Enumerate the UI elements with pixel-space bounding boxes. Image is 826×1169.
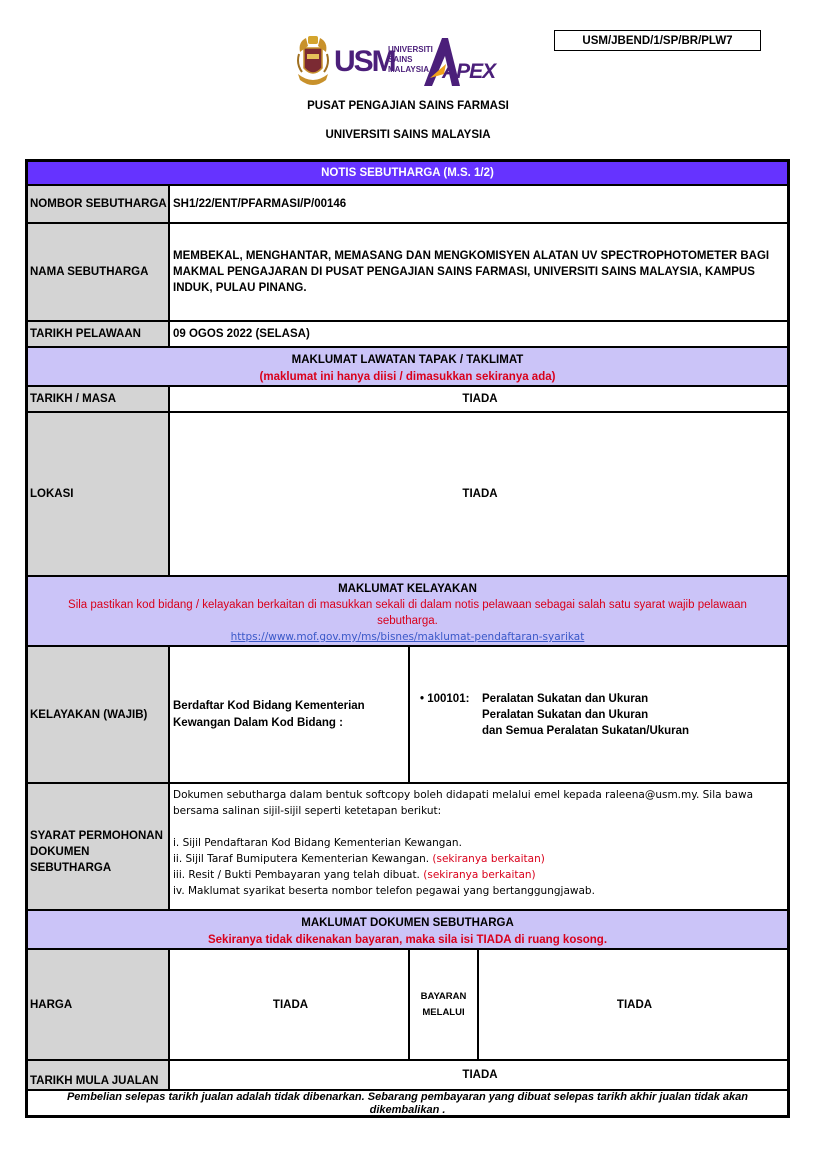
reference-code: USM/JBEND/1/SP/BR/PLW7 [554,30,761,51]
eligibility-title: MAKLUMAT KELAYAKAN [338,583,477,595]
mof-link[interactable]: https://www.mof.gov.my/ms/bisnes/maklumat-pendaftaran-syarikat [230,631,585,643]
number-label: NOMBOR SEBUTHARGA [27,185,169,223]
application-item: i. Sijil Pendaftaran Kod Bidang Kementerian Kewangan. [173,837,462,849]
document-title: MAKLUMAT DOKUMEN SEBUTHARGA [301,917,514,929]
application-item: iii. Resit / Bukti Pembayaran yang telah dibuat. (sekiranya berkaitan) [173,869,536,881]
sale-date-label: TARIKH MULA JUALAN [27,1060,169,1090]
location-label: LOKASI [27,412,169,576]
code-line: dan Semua Peralatan Sukatan/Ukuran [482,724,690,737]
university-name: UNIVERSITI SAINS MALAYSIA [325,129,491,141]
school-name: PUSAT PENGAJIAN SAINS FARMASI [307,100,509,112]
name-label: NAMA SEBUTHARGA [27,223,169,321]
notice-title: NOTIS SEBUTHARGA (M.S. 1/2) [27,161,788,185]
application-content [169,783,788,910]
document-note: Sekiranya tidak dikenakan bayaran, maka sila isi TIADA di ruang kosong. [207,934,608,946]
site-visit-note: (maklumat ini hanya diisi / dimasukkan sekiranya ada) [259,371,556,383]
notice-form [25,159,790,1118]
eligibility-note: Sila pastikan kod bidang / kelayakan berkaitan di masukkan sekali di dalam notis pelawaan sebagai salah satu syarat wajib pelawaan sebutharga. [68,599,747,627]
application-label: SYARAT PERMOHONAN DOKUMEN SEBUTHARGA [27,783,169,910]
apex-logo-text: APEX [442,60,496,83]
usm-crest-icon [296,34,330,90]
eligibility-code [409,646,788,783]
price-value: TIADA [169,949,409,1060]
date-value: 09 OGOS 2022 (SELASA) [169,321,788,347]
site-visit-header [27,347,788,386]
date-label: TARIKH PELAWAAN [27,321,169,347]
number-value: SH1/22/ENT/PFARMASI/P/00146 [169,185,788,223]
application-item: iv. Maklumat syarikat beserta nombor telefon pegawai yang bertanggungjawab. [173,885,595,897]
usm-logo-text: UNIVERSITI SAINS MALAYSIA [388,45,433,74]
application-intro: Dokumen sebutharga dalam bentuk softcopy boleh didapati melalui emel kepada raleena@usm.my. Sila bawa bersama salinan sijil-sijil seperti ketetapan berikut: [173,789,754,817]
payment-value: TIADA [478,949,788,1060]
eligibility-requirement: Berdaftar Kod Bidang Kementerian Kewangan Dalam Kod Bidang : [169,646,409,783]
name-value: MEMBEKAL, MENGHANTAR, MEMASANG DAN MENGKOMISYEN ALATAN UV SPECTROPHOTOMETER BAGI MAKMAL PENGAJARAN DI PUSAT PENGAJIAN SAINS FARMASI, UNIVERSITI SAINS MALAYSIA, KAMPUS INDUK, PULAU PINANG. [169,223,788,321]
datetime-value: TIADA [169,386,788,412]
logo-group [292,32,502,92]
code-bullet: • 100101: [420,692,470,705]
sale-date-value: TIADA [169,1060,788,1090]
footer-note: Pembelian selepas tarikh jualan adalah tidak dibenarkan. Sebarang pembayaran yang dibuat selepas tarikh akhir jualan tidak akan dikembalikan . [27,1090,788,1116]
code-line: Peralatan Sukatan dan Ukuran [482,692,649,705]
location-value: TIADA [169,412,788,576]
datetime-label: TARIKH / MASA [27,386,169,412]
code-line: Peralatan Sukatan dan Ukuran [482,708,649,721]
site-visit-title: MAKLUMAT LAWATAN TAPAK / TAKLIMAT [291,354,524,366]
payment-label: BAYARAN MELALUI [409,949,478,1060]
eligibility-label: KELAYAKAN (WAJIB) [27,646,169,783]
application-item: ii. Sijil Taraf Bumiputera Kementerian Kewangan. (sekiranya berkaitan) [173,853,545,865]
eligibility-header [27,576,788,646]
usm-logo-mark: USM [334,45,395,78]
price-label: HARGA [27,949,169,1060]
document-header [27,910,788,949]
